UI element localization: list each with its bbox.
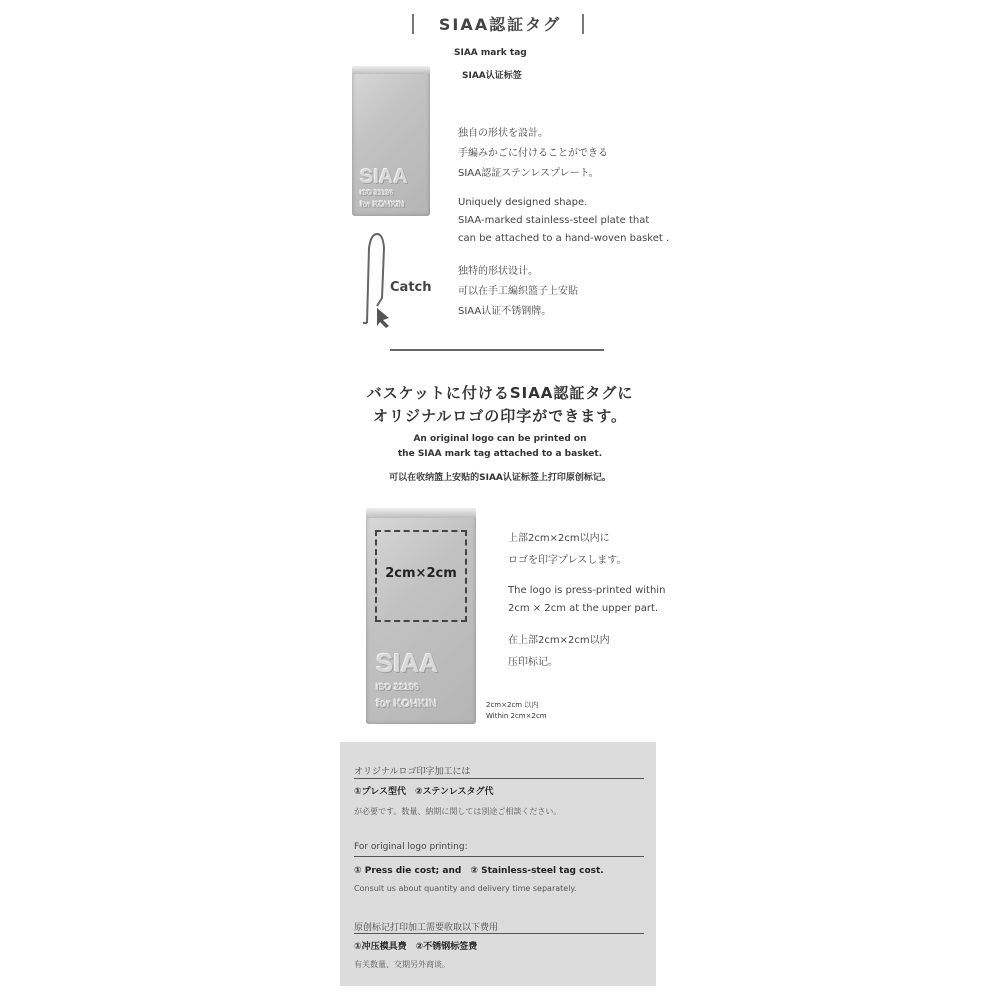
plate-emboss-line2: for KOHKIN bbox=[360, 200, 405, 209]
headline-jp-1: バスケットに付けるSIAA認証タグに bbox=[366, 384, 634, 402]
cost-jp-note: が必要です。数量、納期に関しては別途ご相談ください。 bbox=[354, 807, 562, 816]
print-info-cn-line: 压印标记。 bbox=[508, 657, 558, 668]
size-note-en: Within 2cm×2cm bbox=[486, 712, 547, 720]
print-info-cn-line: 在上部2cm×2cm以内 bbox=[508, 635, 610, 646]
print-info-jp bbox=[508, 528, 627, 572]
print-info-jp-line: 上部2cm×2cm以内に bbox=[508, 533, 610, 544]
print-info-en bbox=[508, 582, 665, 618]
tag-plate-print-area-image bbox=[366, 508, 476, 724]
cost-jp-title: オリジナルロゴ印字加工には bbox=[354, 767, 471, 777]
cost-en-note: Consult us about quantity and delivery time separately. bbox=[354, 884, 577, 893]
cost-cn-note: 有关数量、交期另外商谈。 bbox=[354, 960, 450, 969]
desc-jp-line: 独自の形状を設計。 bbox=[458, 128, 548, 139]
cost-en-items: ① Press die cost; and ② Stainless-steel tag cost. bbox=[354, 866, 604, 876]
plate-emboss-line1: ISO 22196 bbox=[360, 190, 394, 197]
print-info-jp-line: ロゴを印字プレスします。 bbox=[508, 555, 627, 566]
desc-en-line: can be attached to a hand-woven basket . bbox=[458, 233, 670, 244]
desc-cn-line: SIAA认证不锈钢牌。 bbox=[458, 306, 552, 317]
tag-name-en: SIAA mark tag bbox=[454, 48, 527, 58]
desc-cn bbox=[458, 262, 578, 322]
desc-en-line: SIAA-marked stainless-steel plate that bbox=[458, 215, 650, 226]
desc-en-line: Uniquely designed shape. bbox=[458, 197, 588, 208]
catch-label: Catch bbox=[390, 280, 432, 295]
cost-cn-title: 原创标记打印加工需要收取以下费用 bbox=[354, 923, 499, 933]
cost-jp-rule bbox=[354, 778, 644, 779]
cost-en-rule bbox=[354, 856, 644, 857]
desc-jp-line: 手編みかごに付けることができる bbox=[458, 148, 608, 159]
print-info-en-line: The logo is press-printed within bbox=[508, 585, 666, 596]
plate-top-fold bbox=[366, 508, 476, 518]
headline-jp-2: オリジナルロゴの印字ができます。 bbox=[372, 407, 628, 425]
headline-en-1: An original logo can be printed on bbox=[413, 434, 587, 444]
cost-cn-items: ①冲压模具费 ②不锈钢标签费 bbox=[354, 942, 478, 952]
siaa-emboss-logo: SIAA bbox=[376, 648, 439, 678]
tag-plate-image bbox=[352, 66, 430, 216]
plate-top-fold bbox=[352, 66, 430, 74]
cost-cn-rule bbox=[354, 933, 644, 934]
page-title: SIAA認証タグ bbox=[438, 15, 562, 34]
siaa-emboss-logo: SIAA bbox=[360, 166, 408, 188]
desc-cn-line: 独特的形状设计。 bbox=[458, 266, 538, 277]
section-divider bbox=[390, 349, 604, 351]
cost-jp-items: ①プレス型代 ②ステンレスタグ代 bbox=[354, 787, 494, 797]
cost-info-box bbox=[340, 742, 656, 986]
cost-en-title: For original logo printing: bbox=[354, 842, 468, 852]
print-area-label: 2cm×2cm bbox=[385, 566, 457, 581]
size-note-jp: 2cm×2cm 以内 bbox=[486, 701, 539, 709]
headline-cn: 可以在收纳篮上安贴的SIAA认证标签上打印原创标记。 bbox=[389, 473, 611, 483]
desc-en bbox=[458, 194, 669, 248]
catch-clip-icon bbox=[355, 228, 400, 328]
desc-cn-line: 可以在手工編织篮子上安貼 bbox=[458, 286, 578, 297]
print-info-cn bbox=[508, 630, 610, 674]
plate-emboss-line2: for KOHKIN bbox=[376, 698, 438, 710]
headline-en-2: the SIAA mark tag attached to a basket. bbox=[397, 449, 603, 459]
print-info-en-line: 2cm × 2cm at the upper part. bbox=[508, 603, 659, 614]
desc-jp bbox=[458, 124, 608, 184]
header-bar-right bbox=[582, 14, 584, 34]
tag-name-cn: SIAA认证标签 bbox=[462, 71, 522, 81]
desc-jp-line: SIAA認証ステンレスプレート。 bbox=[458, 168, 599, 179]
plate-emboss-line1: ISO 22196 bbox=[376, 682, 420, 692]
